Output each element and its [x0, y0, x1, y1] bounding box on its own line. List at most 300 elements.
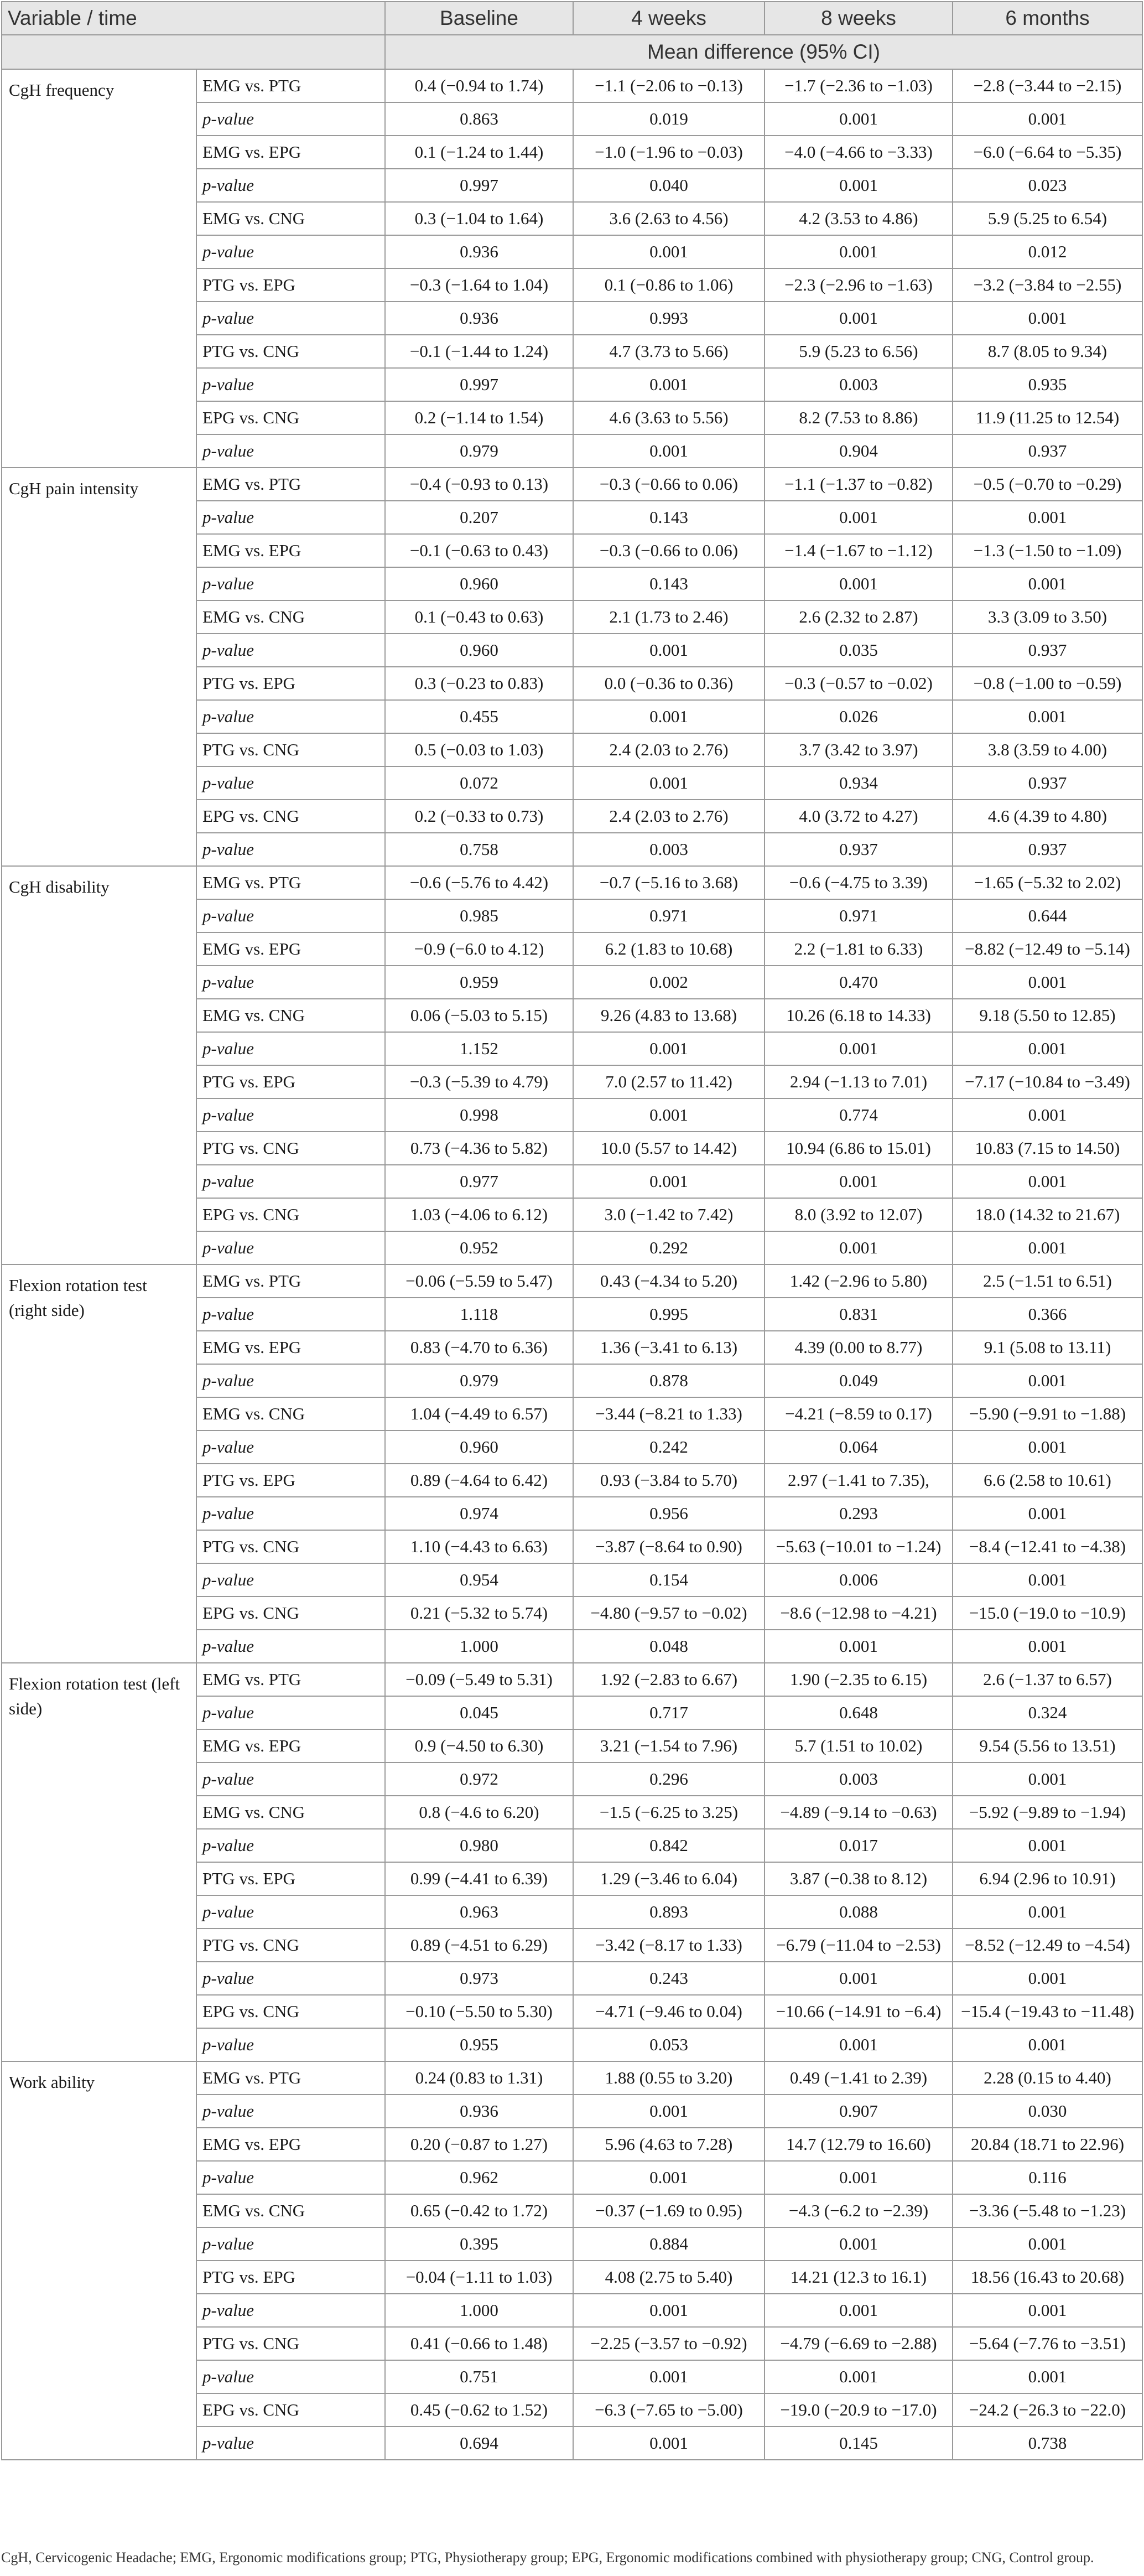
- week4-cell: 1.88 (0.55 to 3.20): [573, 2061, 765, 2095]
- baseline-cell: 0.207: [385, 501, 573, 534]
- week8-cell: 0.001: [765, 169, 953, 202]
- p-value-label: p-value: [196, 1829, 385, 1862]
- month6-cell: 0.012: [953, 235, 1142, 268]
- week8-cell: 14.7 (12.79 to 16.60): [765, 2128, 953, 2161]
- month6-cell: 0.644: [953, 899, 1142, 932]
- month6-cell: −5.90 (−9.91 to −1.88): [953, 1397, 1142, 1430]
- week4-cell: 0.001: [573, 1032, 765, 1065]
- week4-cell: 0.001: [573, 368, 765, 401]
- week8-cell: 3.7 (3.42 to 3.97): [765, 733, 953, 766]
- month6-cell: 0.001: [953, 1563, 1142, 1597]
- p-value-label: p-value: [196, 567, 385, 600]
- week8-cell: −4.79 (−6.69 to −2.88): [765, 2327, 953, 2360]
- month6-cell: −5.64 (−7.76 to −3.51): [953, 2327, 1142, 2360]
- week4-cell: 0.884: [573, 2227, 765, 2261]
- month6-cell: 0.935: [953, 368, 1142, 401]
- week8-cell: −19.0 (−20.9 to −17.0): [765, 2393, 953, 2427]
- week4-cell: 0.243: [573, 1962, 765, 1995]
- week4-cell: 0.878: [573, 1364, 765, 1397]
- month6-cell: 0.001: [953, 567, 1142, 600]
- baseline-cell: 0.751: [385, 2360, 573, 2393]
- week4-cell: 0.019: [573, 102, 765, 136]
- week4-cell: 0.001: [573, 1165, 765, 1198]
- p-value-label: p-value: [196, 1895, 385, 1929]
- week8-cell: −6.79 (−11.04 to −2.53): [765, 1929, 953, 1962]
- week4-cell: −4.71 (−9.46 to 0.04): [573, 1995, 765, 2028]
- week4-cell: 0.143: [573, 501, 765, 534]
- header-4-weeks: 4 weeks: [573, 2, 765, 35]
- week4-cell: 0.001: [573, 2161, 765, 2194]
- comparison-label: EMG vs. EPG: [196, 2128, 385, 2161]
- comparison-label: EMG vs. CNG: [196, 1397, 385, 1430]
- month6-cell: 3.3 (3.09 to 3.50): [953, 600, 1142, 634]
- week4-cell: 3.6 (2.63 to 4.56): [573, 202, 765, 235]
- week8-cell: 0.648: [765, 1696, 953, 1729]
- baseline-cell: 0.963: [385, 1895, 573, 1929]
- p-value-label: p-value: [196, 1630, 385, 1663]
- week4-cell: 2.1 (1.73 to 2.46): [573, 600, 765, 634]
- baseline-cell: −0.09 (−5.49 to 5.31): [385, 1663, 573, 1696]
- comparison-label: PTG vs. CNG: [196, 733, 385, 766]
- comparison-label: EMG vs. PTG: [196, 468, 385, 501]
- month6-cell: 0.001: [953, 2360, 1142, 2393]
- month6-cell: −1.3 (−1.50 to −1.09): [953, 534, 1142, 567]
- month6-cell: 3.8 (3.59 to 4.00): [953, 733, 1142, 766]
- table-row: [2, 866, 1142, 899]
- month6-cell: −8.52 (−12.49 to −4.54): [953, 1929, 1142, 1962]
- baseline-cell: 0.20 (−0.87 to 1.27): [385, 2128, 573, 2161]
- baseline-cell: 0.45 (−0.62 to 1.52): [385, 2393, 573, 2427]
- week8-cell: 4.0 (3.72 to 4.27): [765, 800, 953, 833]
- baseline-cell: 1.04 (−4.49 to 6.57): [385, 1397, 573, 1430]
- baseline-cell: −0.6 (−5.76 to 4.42): [385, 866, 573, 899]
- p-value-label: p-value: [196, 1231, 385, 1264]
- p-value-label: p-value: [196, 1430, 385, 1464]
- comparison-label: PTG vs. EPG: [196, 1464, 385, 1497]
- week8-cell: 0.001: [765, 2294, 953, 2327]
- week8-cell: 0.001: [765, 1962, 953, 1995]
- table-header: [2, 2, 1142, 69]
- baseline-cell: 0.960: [385, 1430, 573, 1464]
- month6-cell: −5.92 (−9.89 to −1.94): [953, 1796, 1142, 1829]
- month6-cell: −3.2 (−3.84 to −2.55): [953, 268, 1142, 302]
- week8-cell: 5.7 (1.51 to 10.02): [765, 1729, 953, 1763]
- week4-cell: −0.3 (−0.66 to 0.06): [573, 468, 765, 501]
- week4-cell: 0.001: [573, 700, 765, 733]
- baseline-cell: −0.3 (−1.64 to 1.04): [385, 268, 573, 302]
- variable-name: Flexion rotation test (left side): [2, 1663, 196, 2061]
- month6-cell: −3.36 (−5.48 to −1.23): [953, 2194, 1142, 2227]
- week8-cell: 0.293: [765, 1497, 953, 1530]
- variable-name: Flexion rotation test (right side): [2, 1264, 196, 1663]
- week4-cell: −0.3 (−0.66 to 0.06): [573, 534, 765, 567]
- week8-cell: 0.001: [765, 1032, 953, 1065]
- week8-cell: 0.017: [765, 1829, 953, 1862]
- week8-cell: 2.6 (2.32 to 2.87): [765, 600, 953, 634]
- week4-cell: 0.1 (−0.86 to 1.06): [573, 268, 765, 302]
- month6-cell: 0.116: [953, 2161, 1142, 2194]
- baseline-cell: 0.962: [385, 2161, 573, 2194]
- comparison-label: EPG vs. CNG: [196, 1597, 385, 1630]
- comparison-label: EMG vs. EPG: [196, 136, 385, 169]
- week8-cell: 14.21 (12.3 to 16.1): [765, 2261, 953, 2294]
- comparison-label: PTG vs. CNG: [196, 335, 385, 368]
- month6-cell: 0.001: [953, 2028, 1142, 2061]
- week4-cell: 0.001: [573, 634, 765, 667]
- month6-cell: 18.56 (16.43 to 20.68): [953, 2261, 1142, 2294]
- baseline-cell: 0.06 (−5.03 to 5.15): [385, 999, 573, 1032]
- comparison-label: PTG vs. EPG: [196, 667, 385, 700]
- month6-cell: 0.001: [953, 1430, 1142, 1464]
- baseline-cell: −0.1 (−0.63 to 0.43): [385, 534, 573, 567]
- month6-cell: 0.001: [953, 1829, 1142, 1862]
- week4-cell: 6.2 (1.83 to 10.68): [573, 932, 765, 966]
- p-value-label: p-value: [196, 1962, 385, 1995]
- week8-cell: −1.4 (−1.67 to −1.12): [765, 534, 953, 567]
- baseline-cell: 0.1 (−0.43 to 0.63): [385, 600, 573, 634]
- comparison-label: PTG vs. CNG: [196, 2327, 385, 2360]
- month6-cell: −2.8 (−3.44 to −2.15): [953, 69, 1142, 102]
- week4-cell: −1.1 (−2.06 to −0.13): [573, 69, 765, 102]
- week4-cell: 0.893: [573, 1895, 765, 1929]
- week4-cell: 0.296: [573, 1763, 765, 1796]
- week4-cell: 0.048: [573, 1630, 765, 1663]
- month6-cell: 11.9 (11.25 to 12.54): [953, 401, 1142, 434]
- month6-cell: 9.54 (5.56 to 13.51): [953, 1729, 1142, 1763]
- p-value-label: p-value: [196, 1563, 385, 1597]
- baseline-cell: 0.2 (−1.14 to 1.54): [385, 401, 573, 434]
- week4-cell: 9.26 (4.83 to 13.68): [573, 999, 765, 1032]
- p-value-label: p-value: [196, 2227, 385, 2261]
- baseline-cell: 0.959: [385, 966, 573, 999]
- week4-cell: −1.0 (−1.96 to −0.03): [573, 136, 765, 169]
- week4-cell: 0.956: [573, 1497, 765, 1530]
- p-value-label: p-value: [196, 700, 385, 733]
- week8-cell: −10.66 (−14.91 to −6.4): [765, 1995, 953, 2028]
- week8-cell: 2.94 (−1.13 to 7.01): [765, 1065, 953, 1098]
- week8-cell: 0.831: [765, 1298, 953, 1331]
- baseline-cell: 1.152: [385, 1032, 573, 1065]
- baseline-cell: 0.980: [385, 1829, 573, 1862]
- week4-cell: 0.43 (−4.34 to 5.20): [573, 1264, 765, 1298]
- comparison-label: EMG vs. PTG: [196, 866, 385, 899]
- baseline-cell: 0.972: [385, 1763, 573, 1796]
- comparison-label: PTG vs. CNG: [196, 1132, 385, 1165]
- month6-cell: 0.001: [953, 1895, 1142, 1929]
- comparison-label: EMG vs. PTG: [196, 2061, 385, 2095]
- comparison-label: EPG vs. CNG: [196, 1198, 385, 1231]
- baseline-cell: 0.73 (−4.36 to 5.82): [385, 1132, 573, 1165]
- month6-cell: 0.937: [953, 833, 1142, 866]
- week8-cell: 10.94 (6.86 to 15.01): [765, 1132, 953, 1165]
- p-value-label: p-value: [196, 966, 385, 999]
- week8-cell: 0.035: [765, 634, 953, 667]
- header-8-weeks: 8 weeks: [765, 2, 953, 35]
- p-value-label: p-value: [196, 766, 385, 800]
- week8-cell: 4.2 (3.53 to 4.86): [765, 202, 953, 235]
- month6-cell: 2.6 (−1.37 to 6.57): [953, 1663, 1142, 1696]
- week4-cell: 2.4 (2.03 to 2.76): [573, 800, 765, 833]
- baseline-cell: 0.24 (0.83 to 1.31): [385, 2061, 573, 2095]
- baseline-cell: 0.41 (−0.66 to 1.48): [385, 2327, 573, 2360]
- baseline-cell: 0.072: [385, 766, 573, 800]
- comparison-label: EMG vs. CNG: [196, 2194, 385, 2227]
- month6-cell: 18.0 (14.32 to 21.67): [953, 1198, 1142, 1231]
- baseline-cell: 0.455: [385, 700, 573, 733]
- p-value-label: p-value: [196, 1763, 385, 1796]
- week8-cell: 0.003: [765, 368, 953, 401]
- comparison-label: EMG vs. EPG: [196, 1729, 385, 1763]
- week4-cell: 0.053: [573, 2028, 765, 2061]
- month6-cell: 10.83 (7.15 to 14.50): [953, 1132, 1142, 1165]
- week8-cell: 0.088: [765, 1895, 953, 1929]
- month6-cell: 4.6 (4.39 to 4.80): [953, 800, 1142, 833]
- baseline-cell: 1.000: [385, 2294, 573, 2327]
- baseline-cell: 0.21 (−5.32 to 5.74): [385, 1597, 573, 1630]
- month6-cell: 0.023: [953, 169, 1142, 202]
- week4-cell: −3.42 (−8.17 to 1.33): [573, 1929, 765, 1962]
- baseline-cell: 0.960: [385, 634, 573, 667]
- comparison-label: PTG vs. EPG: [196, 1862, 385, 1895]
- baseline-cell: 0.045: [385, 1696, 573, 1729]
- week4-cell: −1.5 (−6.25 to 3.25): [573, 1796, 765, 1829]
- week8-cell: 0.001: [765, 1231, 953, 1264]
- p-value-label: p-value: [196, 302, 385, 335]
- month6-cell: 0.324: [953, 1696, 1142, 1729]
- month6-cell: 9.1 (5.08 to 13.11): [953, 1331, 1142, 1364]
- week8-cell: 0.064: [765, 1430, 953, 1464]
- week8-cell: 0.001: [765, 302, 953, 335]
- baseline-cell: 1.118: [385, 1298, 573, 1331]
- baseline-cell: 0.99 (−4.41 to 6.39): [385, 1862, 573, 1895]
- month6-cell: 0.030: [953, 2095, 1142, 2128]
- week4-cell: 7.0 (2.57 to 11.42): [573, 1065, 765, 1098]
- p-value-label: p-value: [196, 1364, 385, 1397]
- comparison-label: EMG vs. CNG: [196, 1796, 385, 1829]
- table-body: [2, 69, 1142, 2460]
- comparison-label: EMG vs. CNG: [196, 600, 385, 634]
- week4-cell: −3.87 (−8.64 to 0.90): [573, 1530, 765, 1563]
- month6-cell: 0.001: [953, 1098, 1142, 1132]
- month6-cell: 0.001: [953, 1962, 1142, 1995]
- week8-cell: 0.145: [765, 2427, 953, 2460]
- week4-cell: 4.6 (3.63 to 5.56): [573, 401, 765, 434]
- p-value-label: p-value: [196, 235, 385, 268]
- month6-cell: 0.001: [953, 1630, 1142, 1663]
- baseline-cell: 0.998: [385, 1098, 573, 1132]
- baseline-cell: 0.8 (−4.6 to 6.20): [385, 1796, 573, 1829]
- baseline-cell: 1.03 (−4.06 to 6.12): [385, 1198, 573, 1231]
- baseline-cell: 0.960: [385, 567, 573, 600]
- comparison-label: PTG vs. EPG: [196, 2261, 385, 2294]
- baseline-cell: 0.979: [385, 1364, 573, 1397]
- table-row: [2, 69, 1142, 102]
- variable-name: CgH frequency: [2, 69, 196, 468]
- month6-cell: 0.001: [953, 1497, 1142, 1530]
- week4-cell: 0.001: [573, 235, 765, 268]
- baseline-cell: −0.10 (−5.50 to 5.30): [385, 1995, 573, 2028]
- month6-cell: 0.001: [953, 1763, 1142, 1796]
- month6-cell: 0.001: [953, 302, 1142, 335]
- month6-cell: 0.937: [953, 434, 1142, 468]
- week4-cell: 0.001: [573, 1098, 765, 1132]
- p-value-label: p-value: [196, 899, 385, 932]
- week8-cell: −2.3 (−2.96 to −1.63): [765, 268, 953, 302]
- baseline-cell: 0.83 (−4.70 to 6.36): [385, 1331, 573, 1364]
- baseline-cell: 0.5 (−0.03 to 1.03): [385, 733, 573, 766]
- p-value-label: p-value: [196, 2095, 385, 2128]
- week8-cell: −0.3 (−0.57 to −0.02): [765, 667, 953, 700]
- week4-cell: 0.93 (−3.84 to 5.70): [573, 1464, 765, 1497]
- week8-cell: 0.971: [765, 899, 953, 932]
- comparison-label: PTG vs. EPG: [196, 1065, 385, 1098]
- baseline-cell: 0.936: [385, 302, 573, 335]
- month6-cell: −24.2 (−26.3 to −22.0): [953, 2393, 1142, 2427]
- variable-name: CgH disability: [2, 866, 196, 1264]
- week8-cell: 0.774: [765, 1098, 953, 1132]
- table-row: [2, 1663, 1142, 1696]
- header-mean-difference: Mean difference (95% CI): [385, 35, 1142, 69]
- week4-cell: 0.971: [573, 899, 765, 932]
- comparison-label: EPG vs. CNG: [196, 401, 385, 434]
- week4-cell: 10.0 (5.57 to 14.42): [573, 1132, 765, 1165]
- week8-cell: 0.49 (−1.41 to 2.39): [765, 2061, 953, 2095]
- p-value-label: p-value: [196, 1098, 385, 1132]
- week4-cell: 2.4 (2.03 to 2.76): [573, 733, 765, 766]
- week4-cell: 0.001: [573, 434, 765, 468]
- week4-cell: 3.0 (−1.42 to 7.42): [573, 1198, 765, 1231]
- results-table: [1, 1, 1143, 2460]
- baseline-cell: −0.04 (−1.11 to 1.03): [385, 2261, 573, 2294]
- week8-cell: 0.001: [765, 2161, 953, 2194]
- month6-cell: 0.001: [953, 2227, 1142, 2261]
- month6-cell: 0.001: [953, 2294, 1142, 2327]
- comparison-label: EPG vs. CNG: [196, 1995, 385, 2028]
- week8-cell: 8.0 (3.92 to 12.07): [765, 1198, 953, 1231]
- month6-cell: −15.0 (−19.0 to −10.9): [953, 1597, 1142, 1630]
- week8-cell: −0.6 (−4.75 to 3.39): [765, 866, 953, 899]
- header-variable-time: Variable / time: [2, 2, 385, 35]
- week8-cell: 0.934: [765, 766, 953, 800]
- week8-cell: 0.001: [765, 2227, 953, 2261]
- baseline-cell: 0.89 (−4.51 to 6.29): [385, 1929, 573, 1962]
- p-value-label: p-value: [196, 434, 385, 468]
- p-value-label: p-value: [196, 1298, 385, 1331]
- p-value-label: p-value: [196, 501, 385, 534]
- table-row: [2, 468, 1142, 501]
- month6-cell: 5.9 (5.25 to 6.54): [953, 202, 1142, 235]
- p-value-label: p-value: [196, 1497, 385, 1530]
- week8-cell: 0.907: [765, 2095, 953, 2128]
- baseline-cell: 0.395: [385, 2227, 573, 2261]
- week4-cell: 1.92 (−2.83 to 6.67): [573, 1663, 765, 1696]
- week4-cell: −0.37 (−1.69 to 0.95): [573, 2194, 765, 2227]
- month6-cell: 9.18 (5.50 to 12.85): [953, 999, 1142, 1032]
- week8-cell: 0.003: [765, 1763, 953, 1796]
- comparison-label: EMG vs. EPG: [196, 1331, 385, 1364]
- baseline-cell: −0.4 (−0.93 to 0.13): [385, 468, 573, 501]
- baseline-cell: −0.9 (−6.0 to 4.12): [385, 932, 573, 966]
- baseline-cell: 1.10 (−4.43 to 6.63): [385, 1530, 573, 1563]
- week4-cell: 0.003: [573, 833, 765, 866]
- week4-cell: −6.3 (−7.65 to −5.00): [573, 2393, 765, 2427]
- month6-cell: −7.17 (−10.84 to −3.49): [953, 1065, 1142, 1098]
- week8-cell: 0.001: [765, 1630, 953, 1663]
- comparison-label: PTG vs. CNG: [196, 1530, 385, 1563]
- baseline-cell: 0.65 (−0.42 to 1.72): [385, 2194, 573, 2227]
- month6-cell: 0.937: [953, 634, 1142, 667]
- baseline-cell: 0.979: [385, 434, 573, 468]
- month6-cell: 2.28 (0.15 to 4.40): [953, 2061, 1142, 2095]
- baseline-cell: 0.1 (−1.24 to 1.44): [385, 136, 573, 169]
- week4-cell: −2.25 (−3.57 to −0.92): [573, 2327, 765, 2360]
- month6-cell: 0.937: [953, 766, 1142, 800]
- comparison-label: EMG vs. CNG: [196, 999, 385, 1032]
- week4-cell: −0.7 (−5.16 to 3.68): [573, 866, 765, 899]
- comparison-label: EMG vs. PTG: [196, 69, 385, 102]
- week8-cell: 0.001: [765, 1165, 953, 1198]
- week8-cell: 0.904: [765, 434, 953, 468]
- baseline-cell: 0.955: [385, 2028, 573, 2061]
- comparison-label: EPG vs. CNG: [196, 800, 385, 833]
- p-value-label: p-value: [196, 2161, 385, 2194]
- month6-cell: 0.001: [953, 501, 1142, 534]
- baseline-cell: 0.936: [385, 235, 573, 268]
- week8-cell: 0.001: [765, 501, 953, 534]
- baseline-cell: −0.06 (−5.59 to 5.47): [385, 1264, 573, 1298]
- comparison-label: EMG vs. PTG: [196, 1264, 385, 1298]
- week4-cell: 0.001: [573, 766, 765, 800]
- month6-cell: 8.7 (8.05 to 9.34): [953, 335, 1142, 368]
- week8-cell: 0.006: [765, 1563, 953, 1597]
- week8-cell: 1.42 (−2.96 to 5.80): [765, 1264, 953, 1298]
- month6-cell: 0.001: [953, 1032, 1142, 1065]
- week4-cell: 0.717: [573, 1696, 765, 1729]
- table-footnote: CgH, Cervicogenic Headache; EMG, Ergonomic modifications group; PTG, Physiotherapy group; EPG, Ergonomic modifications combined with physiotherapy group; CNG, Control group.: [1, 2549, 1094, 2565]
- p-value-label: p-value: [196, 634, 385, 667]
- week8-cell: 10.26 (6.18 to 14.33): [765, 999, 953, 1032]
- comparison-label: EMG vs. EPG: [196, 534, 385, 567]
- week4-cell: 1.36 (−3.41 to 6.13): [573, 1331, 765, 1364]
- month6-cell: 20.84 (18.71 to 22.96): [953, 2128, 1142, 2161]
- week8-cell: 0.001: [765, 2028, 953, 2061]
- baseline-cell: 0.3 (−1.04 to 1.64): [385, 202, 573, 235]
- baseline-cell: 0.936: [385, 2095, 573, 2128]
- week4-cell: 0.995: [573, 1298, 765, 1331]
- month6-cell: 0.001: [953, 102, 1142, 136]
- week4-cell: 0.001: [573, 2294, 765, 2327]
- comparison-label: EMG vs. EPG: [196, 932, 385, 966]
- baseline-cell: 0.89 (−4.64 to 6.42): [385, 1464, 573, 1497]
- week4-cell: 3.21 (−1.54 to 7.96): [573, 1729, 765, 1763]
- week8-cell: 0.001: [765, 2360, 953, 2393]
- month6-cell: 6.94 (2.96 to 10.91): [953, 1862, 1142, 1895]
- week4-cell: 0.292: [573, 1231, 765, 1264]
- p-value-label: p-value: [196, 1696, 385, 1729]
- comparison-label: PTG vs. CNG: [196, 1929, 385, 1962]
- month6-cell: 0.738: [953, 2427, 1142, 2460]
- p-value-label: p-value: [196, 2427, 385, 2460]
- month6-cell: 0.001: [953, 700, 1142, 733]
- week4-cell: −4.80 (−9.57 to −0.02): [573, 1597, 765, 1630]
- baseline-cell: 0.9 (−4.50 to 6.30): [385, 1729, 573, 1763]
- week8-cell: −4.3 (−6.2 to −2.39): [765, 2194, 953, 2227]
- baseline-cell: 0.985: [385, 899, 573, 932]
- week8-cell: 0.470: [765, 966, 953, 999]
- week8-cell: 8.2 (7.53 to 8.86): [765, 401, 953, 434]
- week4-cell: 0.001: [573, 2427, 765, 2460]
- month6-cell: −0.5 (−0.70 to −0.29): [953, 468, 1142, 501]
